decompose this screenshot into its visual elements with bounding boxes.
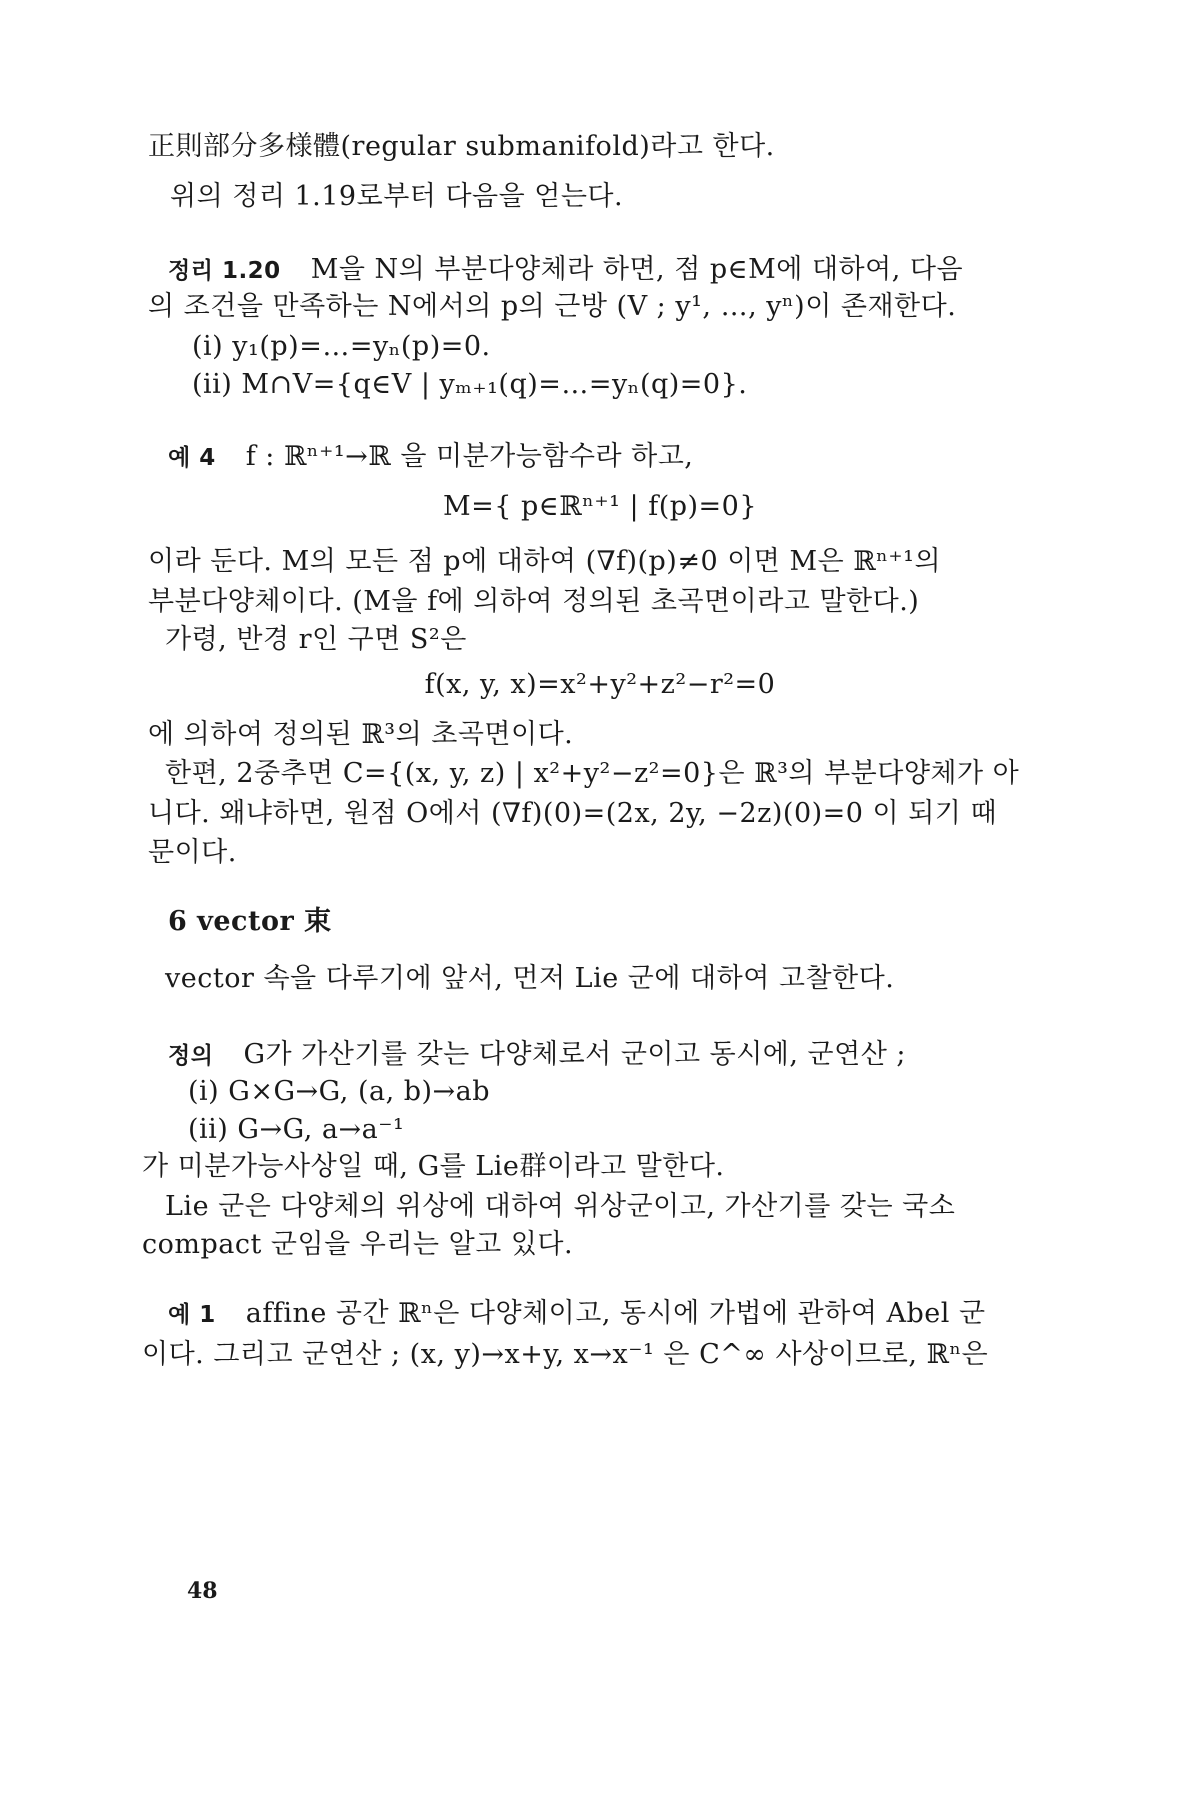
example-text: f : ℝⁿ⁺¹→ℝ 을 미분가능함수라 하고, <box>245 441 694 472</box>
theorem-text: M을 N의 부분다양체라 하면, 점 p∈M에 대하여, 다음 <box>310 254 964 285</box>
example-text: affine 공간 ℝⁿ은 다양체이고, 동시에 가법에 관하여 Abel 군 <box>245 1298 986 1329</box>
text-line: compact 군임을 우리는 알고 있다. <box>142 1229 574 1260</box>
definition-label: 정의 <box>168 1043 214 1069</box>
text-line: 위의 정리 1.19로부터 다음을 얻는다. <box>170 181 624 212</box>
example-4 <box>168 440 1068 475</box>
definition <box>168 1038 1068 1073</box>
example-label: 예 4 <box>168 445 216 471</box>
equation: M={ p∈ℝⁿ⁺¹ | f(p)=0} <box>442 491 758 522</box>
text-line: 가 미분가능사상일 때, G를 Lie群이라고 말한다. <box>142 1151 725 1182</box>
text-line: 의 조건을 만족하는 N에서의 p의 근방 (V ; y¹, …, yⁿ)이 존재한다. <box>148 291 957 322</box>
text-line: 이다. 그리고 군연산 ; (x, y)→x+y, x→x⁻¹ 은 C^∞ 사상이므로, ℝⁿ은 <box>142 1339 989 1370</box>
text-line: 이라 둔다. M의 모든 점 p에 대하여 (∇f)(p)≠0 이면 M은 ℝⁿ⁺¹의 <box>148 546 942 577</box>
theorem-1-20 <box>168 253 1068 288</box>
text-line: 正則部分多様體(regular submanifold)라고 한다. <box>148 131 775 162</box>
text-line: Lie 군은 다양체의 위상에 대하여 위상군이고, 가산기를 갖는 국소 <box>165 1191 956 1222</box>
example-1 <box>168 1297 1068 1332</box>
text-line: 니다. 왜냐하면, 원점 O에서 (∇f)(0)=(2x, 2y, −2z)(0)=0 이 되기 때 <box>148 798 998 829</box>
definition-text: G가 가산기를 갖는 다양체로서 군이고 동시에, 군연산 ; <box>243 1039 906 1070</box>
section-heading: 6 vector 束 <box>168 906 332 937</box>
example-label: 예 1 <box>168 1302 216 1328</box>
text-line: 에 의하여 정의된 ℝ³의 초곡면이다. <box>148 719 574 750</box>
text-line: 문이다. <box>148 837 237 868</box>
text-line: 가령, 반경 r인 구면 S²은 <box>165 624 467 655</box>
text-line: 부분다양체이다. (M을 f에 의하여 정의된 초곡면이라고 말한다.) <box>148 586 920 617</box>
equation: f(x, y, x)=x²+y²+z²−r²=0 <box>424 669 776 700</box>
text-line: vector 속을 다루기에 앞서, 먼저 Lie 군에 대하여 고찰한다. <box>165 963 895 994</box>
page-number: 48 <box>187 1578 218 1604</box>
condition-ii: (ii) M∩V={q∈V | yₘ₊₁(q)=…=yₙ(q)=0}. <box>192 369 748 400</box>
condition-i: (i) y₁(p)=…=yₙ(p)=0. <box>192 331 491 362</box>
theorem-label: 정리 1.20 <box>168 258 281 284</box>
condition-ii: (ii) G→G, a→a⁻¹ <box>188 1114 405 1145</box>
condition-i: (i) G×G→G, (a, b)→ab <box>188 1076 491 1107</box>
text-line: 한편, 2중추면 C={(x, y, z) | x²+y²−z²=0}은 ℝ³의 부분다양체가 아 <box>165 758 1020 789</box>
